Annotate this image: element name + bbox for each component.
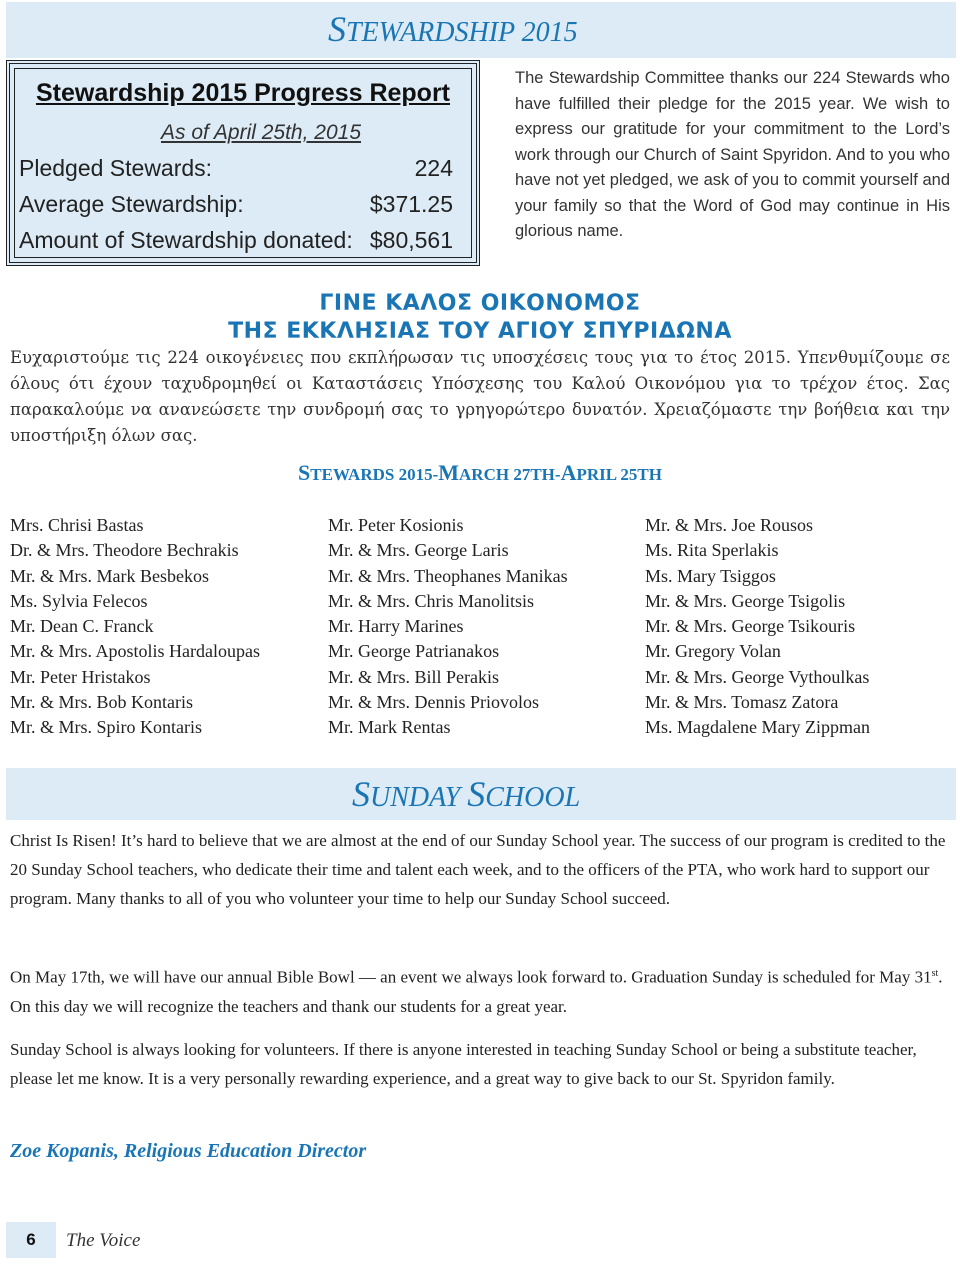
- list-item: Mr. & Mrs. Bob Kontaris: [10, 692, 194, 713]
- list-item: Mr. Gregory Volan: [645, 641, 781, 662]
- sunday-school-banner-title: SUNDAY SCHOOL: [352, 774, 581, 814]
- progress-report-date: As of April 25th, 2015: [160, 121, 361, 144]
- list-item: Mr. & Mrs. Chris Manolitsis: [328, 590, 535, 611]
- stewards-list-heading: STEWARDS 2015-MARCH 27TH-APRIL 25TH: [298, 460, 662, 485]
- list-item: Mr. & Mrs. Dennis Priovolos: [328, 692, 540, 713]
- greek-paragraph: Ευχαριστούμε τις 224 οικογένειες που εκπλήρωσαν τις υποσχέσεις τους για το έτος 2015. Υπενθυμίζουμε σε όλους ότι έχουν ταχυδρομηθεί οι Καταστάσεις Υπόσχεσης του Καλού Οικονόμου για το τρέχον έτος. Σας παρακαλούμε να ανανεώσετε την συνδρομή σας το γρηγορώτερο δυνατόν. Χρειαζόμαστε την βοήθεια και την υποστήριξη όλων σας.: [10, 348, 950, 445]
- greek-title-line-1: ΓΙΝΕ ΚΑΛΟΣ ΟΙΚΟΝΟΜΟΣ: [319, 291, 641, 316]
- list-item: Mr. Mark Rentas: [328, 717, 451, 738]
- sunday-school-paragraph-2: On May 17th, we will have our annual Bible Bowl — an event we always look forward to. Graduation Sunday is scheduled for May 31st. On this day we will recognize the teachers and thank our students for a great year.: [10, 967, 943, 1016]
- list-item: Mr. & Mrs. Tomasz Zatora: [645, 692, 839, 713]
- list-item: Mr. & Mrs. Joe Rousos: [645, 515, 814, 535]
- sunday-school-paragraph-3: Sunday School is always looking for volunteers. If there is anyone interested in teaching Sunday School or being a substitute teacher, please let me know. It is a very personally rewarding experience, and a great way to give back to our St. Spyridon family.: [10, 1040, 917, 1088]
- list-item: Mrs. Chrisi Bastas: [10, 515, 144, 535]
- stewards-column-2: [328, 513, 568, 741]
- list-item: Mr. & Mrs. George Laris: [328, 540, 509, 561]
- list-item: Dr. & Mrs. Theodore Bechrakis: [10, 540, 239, 561]
- stewardship-intro-text: The Stewardship Committee thanks our 224 Stewards who have fulfilled their pledge for the 2015 year. We wish to express our gratitude for your commitment to the Lord’s work through our Church of Saint Spyridon. And to you who have not yet pledged, we ask of you to commit yourself and your family so that the Word of God may continue in His glorious name.: [515, 69, 950, 240]
- stewards-column-3: [645, 513, 870, 741]
- list-item: Ms. Mary Tsiggos: [645, 565, 776, 586]
- list-item: Mr. George Patrianakos: [328, 641, 500, 662]
- list-item: Ms. Magdalene Mary Zippman: [645, 717, 870, 738]
- list-item: Mr. Harry Marines: [328, 616, 464, 637]
- list-item: Mr. & Mrs. George Tsigolis: [645, 590, 846, 611]
- greek-title-line-2: ΤΗΣ ΕΚΚΛΗΣΙΑΣ ΤΟΥ ΑΓΙΟΥ ΣΠΥΡΙΔΩΝΑ: [228, 319, 732, 344]
- sunday-school-paragraph-1: Christ Is Risen! It’s hard to believe that we are almost at the end of our Sunday School year. The success of our program is credited to the 20 Sunday School teachers, who dedicate their time and talent each week, and to the officers of the PTA, who work hard to support our program. Many thanks to all of you who volunteer your time to help our Sunday School succeed.: [10, 831, 946, 908]
- stewards-column-1: [10, 513, 260, 741]
- list-item: Ms. Rita Sperlakis: [645, 540, 779, 561]
- list-item: Mr. & Mrs. George Vythoulkas: [645, 666, 870, 687]
- list-item: Mr. Peter Hristakos: [10, 666, 151, 687]
- list-item: Mr. & Mrs. George Tsikouris: [645, 616, 856, 637]
- list-item: Mr. & Mrs. Bill Perakis: [328, 666, 500, 687]
- progress-report-title: Stewardship 2015 Progress Report: [35, 79, 451, 107]
- list-item: Mr. Dean C. Franck: [10, 616, 154, 637]
- list-item: Ms. Sylvia Felecos: [10, 590, 148, 611]
- stewardship-banner-title: STEWARDSHIP 2015: [328, 9, 578, 49]
- list-item: Mr. & Mrs. Apostolis Hardaloupas: [10, 641, 260, 662]
- publication-name: The Voice: [66, 1230, 141, 1251]
- progress-report-box: Stewardship 2015 Progress Report As of April 25th, 2015 Pledged Stewards: 224 Average Stewardship: $371.25 Amount of Stewardship donated: $80,561: [6, 60, 480, 266]
- list-item: Mr. & Mrs. Mark Besbekos: [10, 565, 209, 586]
- page-number: 6: [6, 1222, 56, 1258]
- list-item: Mr. Peter Kosionis: [328, 515, 464, 535]
- list-item: Mr. & Mrs. Theophanes Manikas: [328, 565, 568, 586]
- list-item: Mr. & Mrs. Spiro Kontaris: [10, 717, 203, 738]
- signature-line: Zoe Kopanis, Religious Education Director: [10, 1140, 367, 1162]
